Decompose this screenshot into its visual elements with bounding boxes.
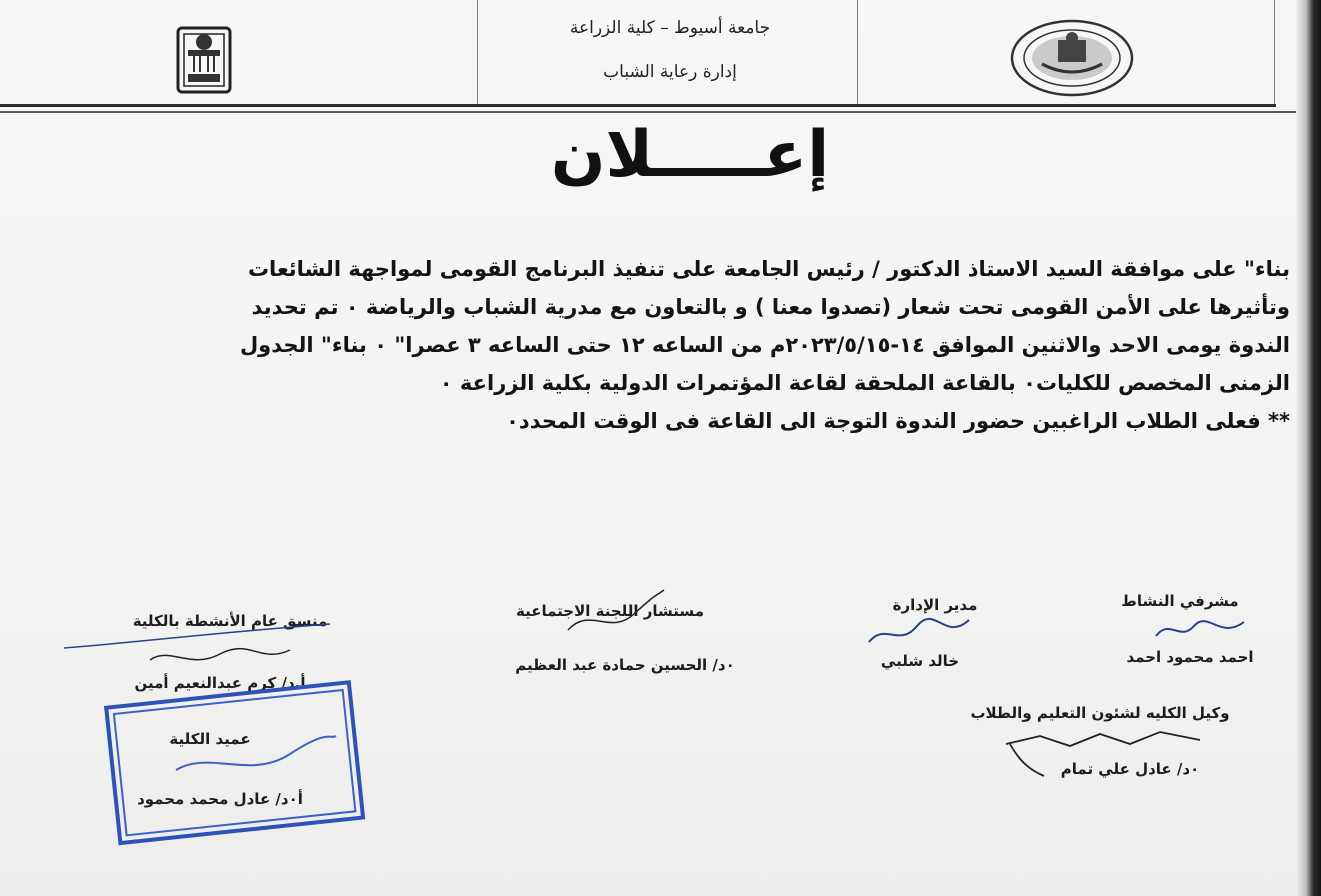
- handwritten-signature-icon: [1150, 612, 1250, 648]
- signature-title-supervisors: مشرفي النشاط: [1121, 592, 1239, 610]
- header-rule: [0, 111, 1300, 113]
- signature-title-activities-coordinator: منسق عام الأنشطة بالكلية: [132, 612, 328, 630]
- body-line: بناء" على موافقة السيد الاستاذ الدكتور / رئيس الجامعة على تنفيذ البرنامج القومى لمواجهة الشائعات: [247, 257, 1290, 281]
- handwritten-signature-icon: [865, 612, 975, 652]
- signature-name-dean: أ٠د/ عادل محمد محمود: [137, 790, 303, 808]
- handwritten-signature-icon: [60, 620, 340, 676]
- signature-name-admin-director: خالد شلبي: [880, 652, 960, 670]
- signature-name-activities-coordinator: أ.د/ كرم عبدالنعيم أمين: [134, 674, 306, 692]
- header-divider: [857, 0, 858, 104]
- signature-title-committee-advisor: مستشار اللجنة الاجتماعية: [516, 602, 704, 620]
- header-divider: [1274, 0, 1275, 104]
- handwritten-signature-icon: [560, 586, 670, 646]
- faculty-of-agriculture-seal-icon: [1008, 18, 1136, 98]
- body-line: وتأثيرها على الأمن القومى تحت شعار (تصدوا معنا ) و بالتعاون مع مدرية الشباب والرياضة ٠ تم تحديد: [251, 295, 1290, 319]
- page-edge-shadow: [1296, 0, 1321, 896]
- header-divider: [477, 0, 478, 104]
- signature-title-admin-director: مدير الإدارة: [892, 596, 978, 614]
- body-line: الندوة يومى الاحد والاثنين الموافق ١٤-٢٠٢٣/٥/١٥م من الساعه ١٢ حتى الساعه ٣ عصرا" ٠ بناء" الجدول: [239, 333, 1290, 357]
- body-line: الزمنى المخصص للكليات٠ بالقاعة الملحقة لقاعة المؤتمرات الدولية بكلية الزراعة ٠: [439, 371, 1290, 395]
- body-line: ** فعلى الطلاب الراغبين حضور الندوة التوجة الى القاعة فى الوقت المحدد٠: [506, 409, 1290, 433]
- header-department: إدارة رعاية الشباب: [603, 62, 737, 82]
- signature-title-vice-dean: وكيل الكليه لشئون التعليم والطلاب: [970, 704, 1230, 722]
- signature-title-dean: عميد الكلية: [169, 730, 251, 748]
- header-rule: [0, 104, 1276, 107]
- page-title: إعـــــلان: [550, 118, 830, 192]
- signature-name-vice-dean: ٠د/ عادل علي تمام: [1060, 760, 1200, 778]
- signature-name-committee-advisor: ٠د/ الحسين حمادة عبد العظيم: [515, 656, 735, 674]
- assiut-university-logo-icon: [172, 20, 236, 96]
- signature-name-supervisors: احمد محمود احمد: [1126, 648, 1254, 666]
- announcement-body: [100, 250, 1290, 440]
- header-university-faculty: جامعة أسيوط – كلية الزراعة: [569, 18, 771, 38]
